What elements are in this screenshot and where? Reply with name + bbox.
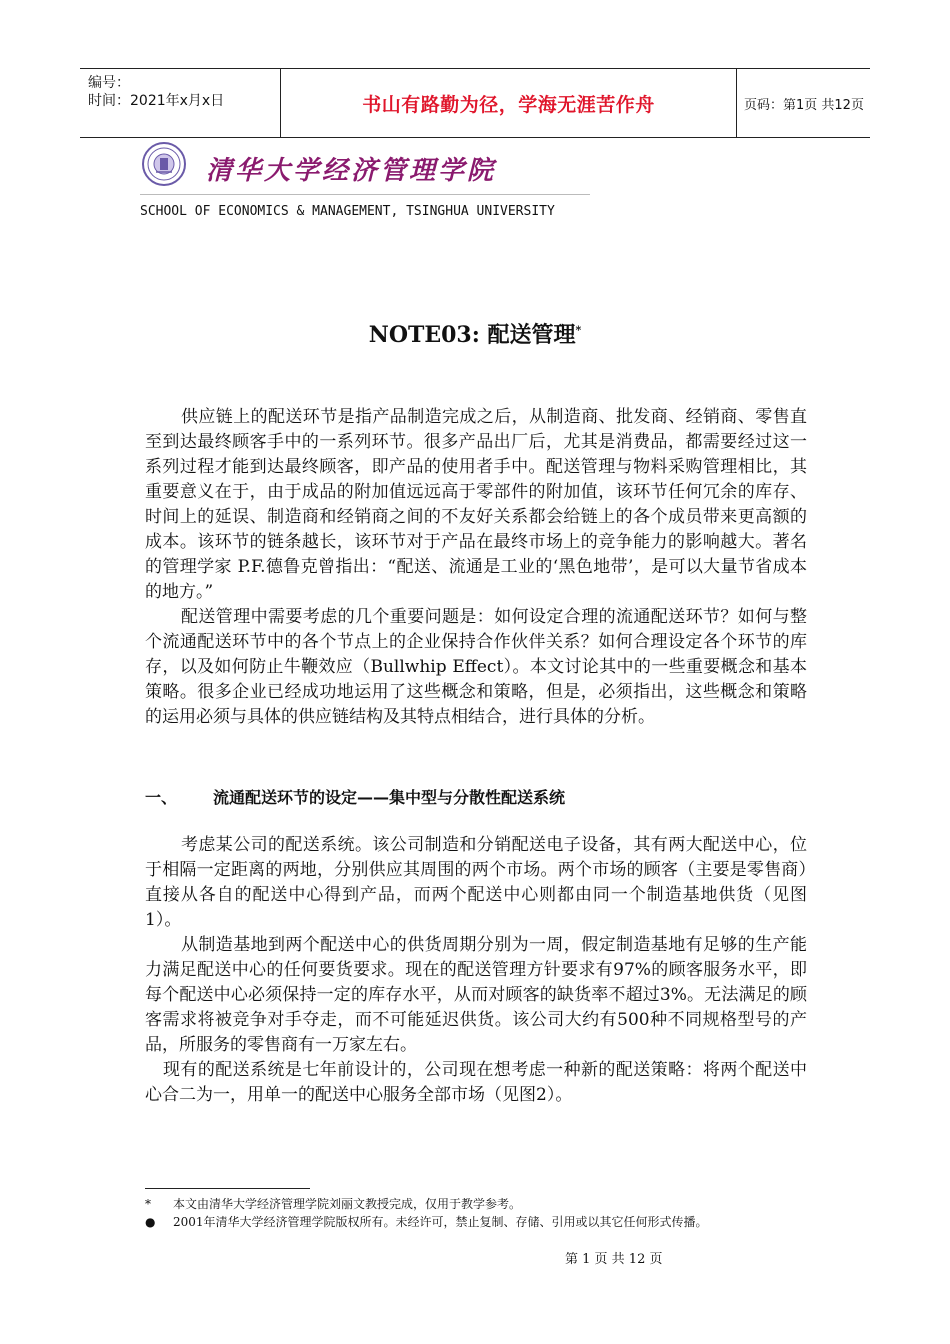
header-page-info: 页码：第1页 共12页 [744, 97, 864, 113]
section-body [145, 833, 807, 1108]
footnote-1 [145, 1196, 845, 1212]
bullet-icon: ● [145, 1215, 156, 1229]
footnote-2 [145, 1214, 845, 1230]
page-footer: 第 1 页 共 12 页 [565, 1252, 663, 1267]
title-footnote-mark: * [575, 323, 582, 337]
footnote-text: 2001年清华大学经济管理学院版权所有。未经许可，禁止复制、存储、引用或以其它任何形式传播。 [173, 1215, 708, 1229]
paragraph: 考虑某公司的配送系统。该公司制造和分销配送电子设备，其有两大配送中心，位于相隔一定距离的两地，分别供应其周围的两个市场。两个市场的顾客（主要是零售商）直接从各自的配送中心得到产品，而两个配送中心则都由同一个制造基地供货（见图1）。 [145, 835, 807, 930]
paragraph: 供应链上的配送环节是指产品制造完成之后，从制造商、批发商、经销商、零售直至到达最终顾客手中的一系列环节。很多产品出厂后，尤其是消费品，都需要经过这一系列过程才能到达最终顾客，即产品的使用者手中。配送管理与物料采购管理相比，其重要意义在于，由于成品的附加值远远高于零部件的附加值，该环节任何冗余的库存、时间上的延误、制造商和经销商之间的不友好关系都会给链上的各个成员带来更高额的成本。该环节的链条越长，该环节对于产品在最终市场上的竞争能力的影响越大。著名的管理学家 P.F.德鲁克曾指出：“配送、流通是工业的‘黑色地带’，是可以大量节省成本的地方。” [145, 407, 807, 602]
university-seal-icon [142, 142, 186, 186]
paragraph: 配送管理中需要考虑的几个重要问题是：如何设定合理的流通配送环节？如何与整个流通配送环节中的各个节点上的企业保持合作伙伴关系？如何合理设定各个环节的库存，以及如何防止牛鞭效应（Bullwhip Effect）。本文讨论其中的一些重要概念和基本策略。很多企业已经成功地运用了这些概念和策略，但是，必须指出，这些概念和策略的运用必须与具体的供应链结构及其特点相结合，进行具体的分析。 [145, 607, 807, 727]
section-title: 流通配送环节的设定——集中型与分散性配送系统 [213, 788, 566, 807]
section-heading [145, 785, 807, 808]
title-text: NOTE03: 配送管理 [368, 322, 576, 348]
school-name-cn: 清华大学经济管理学院 [206, 156, 497, 186]
document-time-label: 时间：2021年x月x日 [88, 93, 225, 109]
footnote-mark: * [145, 1197, 151, 1211]
document-header [80, 68, 870, 138]
section-number: 一、 [145, 788, 178, 807]
school-logo [140, 140, 590, 192]
footnote-divider [145, 1188, 310, 1189]
header-meta-cell [80, 69, 280, 137]
school-name-en: SCHOOL OF ECONOMICS & MANAGEMENT, TSINGHUA UNIVERSITY [140, 204, 555, 219]
intro-body [145, 405, 807, 730]
logo-divider [140, 194, 590, 195]
footnote-text: 本文由清华大学经济管理学院刘丽文教授完成，仅用于教学参考。 [173, 1197, 522, 1211]
motto-text: 书山有路勤为径，学海无涯苦作舟 [362, 93, 655, 116]
header-motto-cell [280, 69, 737, 137]
document-title [0, 318, 950, 349]
paragraph: 从制造基地到两个配送中心的供货周期分别为一周，假定制造基地有足够的生产能力满足配送中心的任何要货要求。现在的配送管理方针要求有97%的顾客服务水平，即每个配送中心必须保持一定的库存水平，从而对顾客的缺货率不超过3%。无法满足的顾客需求将被竞争对手夺走，而不可能延迟供货。该公司大约有500种不同规格型号的产品，所服务的零售商有一万家左右。 [145, 935, 807, 1055]
document-number-label: 编号： [88, 75, 130, 91]
paragraph: 现有的配送系统是七年前设计的，公司现在想考虑一种新的配送策略：将两个配送中心合二为一，用单一的配送中心服务全部市场（见图2）。 [145, 1060, 807, 1105]
